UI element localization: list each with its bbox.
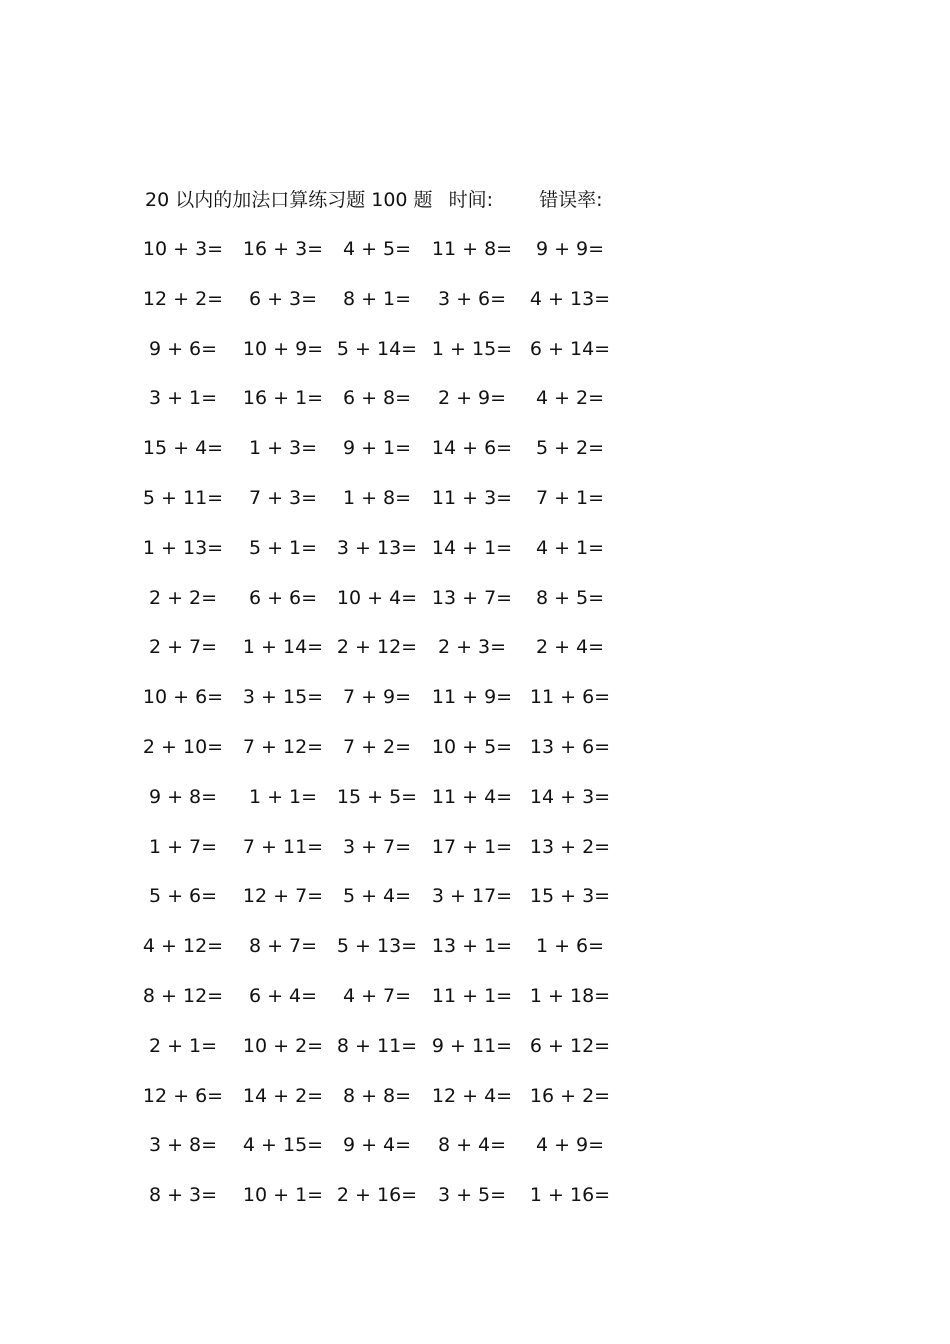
- problem-item: 9 + 4=: [342, 1134, 412, 1157]
- problem-item: 17 + 1=: [431, 835, 513, 858]
- problem-item: 4 + 5=: [342, 238, 412, 260]
- problem-item: 8 + 11=: [336, 1034, 418, 1057]
- problem-row: [0, 535, 950, 585]
- problem-item: 10 + 9=: [242, 337, 324, 360]
- problem-item: 2 + 16=: [336, 1184, 418, 1207]
- problem-item: 3 + 1=: [148, 387, 218, 410]
- problem-row: [0, 385, 950, 435]
- problem-item: 13 + 7=: [431, 586, 513, 609]
- problem-item: 10 + 5=: [431, 735, 513, 758]
- problem-item: 11 + 8=: [431, 238, 513, 260]
- problem-row: [0, 634, 950, 684]
- problem-item: 4 + 13=: [529, 287, 611, 310]
- problem-item: 8 + 5=: [535, 586, 605, 609]
- problem-item: 15 + 4=: [142, 437, 224, 460]
- problem-item: 8 + 8=: [342, 1084, 412, 1107]
- problem-item: 4 + 9=: [535, 1134, 605, 1157]
- problem-item: 1 + 3=: [248, 437, 318, 460]
- problem-item: 1 + 6=: [535, 935, 605, 958]
- problem-item: 7 + 11=: [242, 835, 324, 858]
- problem-row: [0, 485, 950, 535]
- problem-item: 2 + 4=: [535, 636, 605, 659]
- problem-item: 3 + 13=: [336, 536, 418, 559]
- problem-item: 14 + 3=: [529, 785, 611, 808]
- problem-item: 4 + 1=: [535, 536, 605, 559]
- problem-item: 2 + 12=: [336, 636, 418, 659]
- problem-item: 4 + 12=: [142, 935, 224, 958]
- problem-row: [0, 684, 950, 734]
- problem-item: 3 + 6=: [437, 287, 507, 310]
- problem-item: 4 + 15=: [242, 1134, 324, 1157]
- problem-item: 15 + 3=: [529, 885, 611, 908]
- problem-item: 11 + 3=: [431, 486, 513, 509]
- problem-item: 12 + 2=: [142, 287, 224, 310]
- problem-item: 1 + 1=: [248, 785, 318, 808]
- problem-row: [0, 1182, 950, 1232]
- problem-row: [0, 1083, 950, 1133]
- problem-item: 4 + 2=: [535, 387, 605, 410]
- problem-item: 1 + 16=: [529, 1184, 611, 1207]
- problem-item: 3 + 5=: [437, 1184, 507, 1207]
- problem-item: 9 + 8=: [148, 785, 218, 808]
- problem-item: 10 + 2=: [242, 1034, 324, 1057]
- problem-item: 12 + 7=: [242, 885, 324, 908]
- problem-item: 6 + 12=: [529, 1034, 611, 1057]
- problem-item: 8 + 12=: [142, 984, 224, 1007]
- problem-item: 14 + 1=: [431, 536, 513, 559]
- problem-item: 3 + 7=: [342, 835, 412, 858]
- problem-item: 16 + 2=: [529, 1084, 611, 1107]
- problem-item: 3 + 15=: [242, 686, 324, 709]
- problem-item: 5 + 11=: [142, 486, 224, 509]
- problem-item: 5 + 6=: [148, 885, 218, 908]
- problem-row: [0, 435, 950, 485]
- problem-item: 1 + 7=: [148, 835, 218, 858]
- problem-item: 6 + 14=: [529, 337, 611, 360]
- problem-item: 2 + 1=: [148, 1034, 218, 1057]
- problem-item: 16 + 1=: [242, 387, 324, 410]
- error-rate-label: 错误率:: [539, 189, 603, 211]
- problem-item: 5 + 4=: [342, 885, 412, 908]
- problem-item: 6 + 8=: [342, 387, 412, 410]
- problem-item: 11 + 9=: [431, 686, 513, 709]
- problem-item: 5 + 13=: [336, 935, 418, 958]
- problem-item: 8 + 3=: [148, 1184, 218, 1207]
- problem-item: 5 + 2=: [535, 437, 605, 460]
- problem-row: [0, 784, 950, 834]
- problem-item: 13 + 2=: [529, 835, 611, 858]
- problem-item: 5 + 14=: [336, 337, 418, 360]
- problem-item: 2 + 2=: [148, 586, 218, 609]
- problem-item: 1 + 8=: [342, 486, 412, 509]
- problem-item: 1 + 13=: [142, 536, 224, 559]
- problem-row: [0, 585, 950, 635]
- time-label: 时间:: [448, 189, 494, 211]
- problem-item: 10 + 4=: [336, 586, 418, 609]
- problem-row: [0, 983, 950, 1033]
- problem-item: 11 + 1=: [431, 984, 513, 1007]
- problem-item: 15 + 5=: [336, 785, 418, 808]
- problem-item: 11 + 6=: [529, 686, 611, 709]
- worksheet-title: 20 以内的加法口算练习题 100 题: [145, 189, 433, 211]
- problem-item: 7 + 1=: [535, 486, 605, 509]
- problem-item: 2 + 10=: [142, 735, 224, 758]
- problem-grid: [0, 236, 950, 1232]
- problem-item: 1 + 18=: [529, 984, 611, 1007]
- problem-item: 1 + 15=: [431, 337, 513, 360]
- problem-item: 6 + 4=: [248, 984, 318, 1007]
- problem-row: [0, 834, 950, 884]
- problem-item: 5 + 1=: [248, 536, 318, 559]
- problem-item: 11 + 4=: [431, 785, 513, 808]
- problem-item: 12 + 6=: [142, 1084, 224, 1107]
- problem-item: 3 + 17=: [431, 885, 513, 908]
- problem-row: [0, 933, 950, 983]
- problem-item: 7 + 9=: [342, 686, 412, 709]
- problem-item: 2 + 9=: [437, 387, 507, 410]
- problem-row: [0, 236, 950, 286]
- problem-row: [0, 1132, 950, 1182]
- problem-item: 16 + 3=: [242, 238, 324, 260]
- problem-item: 9 + 11=: [431, 1034, 513, 1057]
- problem-item: 2 + 7=: [148, 636, 218, 659]
- problem-item: 9 + 1=: [342, 437, 412, 460]
- problem-row: [0, 1033, 950, 1083]
- problem-item: 6 + 6=: [248, 586, 318, 609]
- problem-item: 9 + 6=: [148, 337, 218, 360]
- problem-item: 7 + 12=: [242, 735, 324, 758]
- problem-item: 7 + 2=: [342, 735, 412, 758]
- problem-item: 1 + 14=: [242, 636, 324, 659]
- worksheet-header: [145, 185, 602, 215]
- problem-item: 8 + 1=: [342, 287, 412, 310]
- problem-item: 10 + 6=: [142, 686, 224, 709]
- problem-item: 2 + 3=: [437, 636, 507, 659]
- problem-item: 13 + 1=: [431, 935, 513, 958]
- problem-row: [0, 883, 950, 933]
- problem-row: [0, 336, 950, 386]
- problem-row: [0, 734, 950, 784]
- problem-row: [0, 286, 950, 336]
- problem-item: 12 + 4=: [431, 1084, 513, 1107]
- problem-item: 8 + 4=: [437, 1134, 507, 1157]
- problem-item: 13 + 6=: [529, 735, 611, 758]
- problem-item: 14 + 2=: [242, 1084, 324, 1107]
- problem-item: 10 + 1=: [242, 1184, 324, 1207]
- problem-item: 7 + 3=: [248, 486, 318, 509]
- problem-item: 14 + 6=: [431, 437, 513, 460]
- problem-item: 8 + 7=: [248, 935, 318, 958]
- problem-item: 9 + 9=: [535, 238, 605, 260]
- problem-item: 3 + 8=: [148, 1134, 218, 1157]
- problem-item: 10 + 3=: [142, 238, 224, 260]
- problem-item: 4 + 7=: [342, 984, 412, 1007]
- problem-item: 6 + 3=: [248, 287, 318, 310]
